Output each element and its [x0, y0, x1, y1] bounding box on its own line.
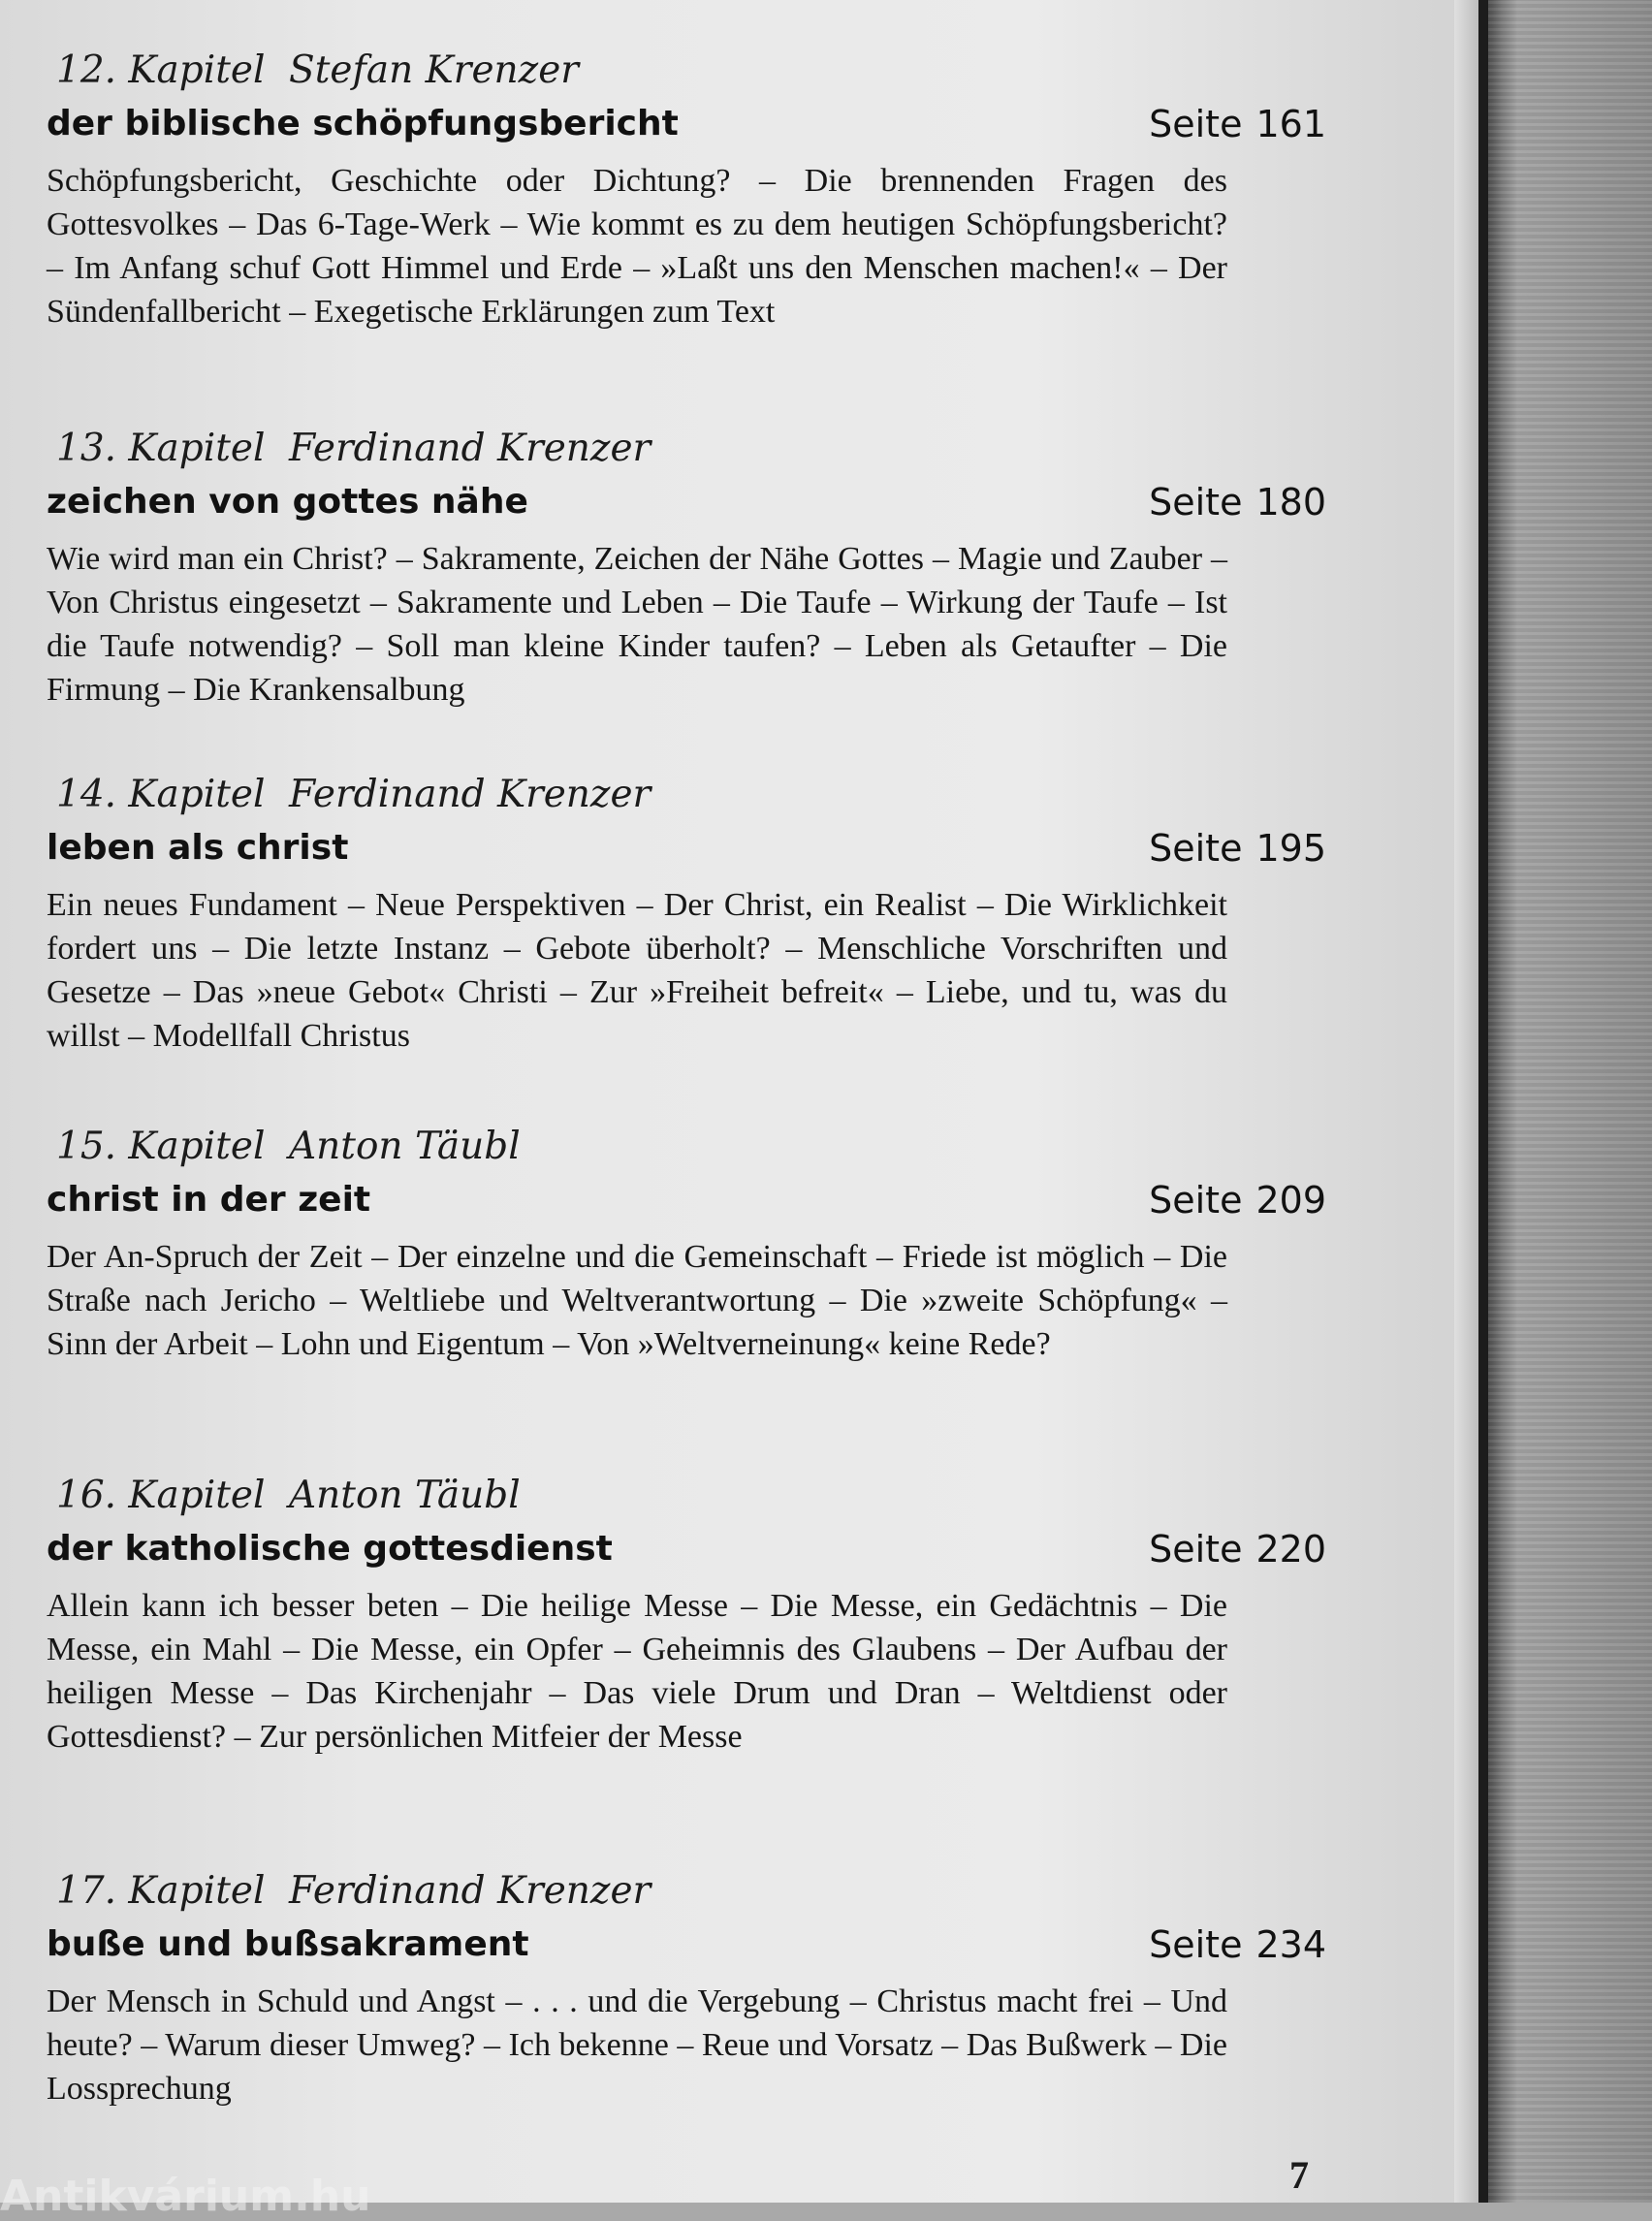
chapter-entry-14: [47, 771, 1326, 1058]
chapter-number: 13. Kapitel: [56, 427, 266, 470]
page-number: 195: [1255, 827, 1326, 870]
chapter-page-ref: [1149, 473, 1326, 531]
chapter-author: Ferdinand Krenzer: [289, 773, 651, 816]
seite-label: Seite: [1149, 1923, 1243, 1966]
chapter-title: der katholische gottesdienst: [47, 1529, 613, 1569]
chapter-title-line: [47, 473, 1326, 531]
chapter-summary: Schöpfungsbericht, Geschichte oder Dichtung? – Die brennenden Fragen des Gottesvolkes – Das 6-Tage-Werk – Wie kommt es zu dem heutigen Schöpfungsbericht? – Im Anfang schuf Gott Himmel und Erde – »Laßt uns den Menschen machen!« – Der Sündenfallbericht – Exegetische Erklärungen zum Text: [47, 163, 1227, 330]
page-number: 180: [1255, 481, 1326, 524]
book-binding: [1478, 0, 1652, 2203]
chapter-title: christ in der zeit: [47, 1180, 371, 1220]
chapter-heading-line: [47, 1123, 1326, 1171]
chapter-heading-line: [47, 771, 1326, 819]
chapter-title: zeichen von gottes nähe: [47, 482, 528, 522]
chapter-title-line: [47, 1520, 1326, 1578]
chapter-summary: Allein kann ich besser beten – Die heilige Messe – Die Messe, ein Gedächtnis – Die Messe, ein Mahl – Die Messe, ein Opfer – Geheimnis des Glaubens – Der Aufbau der heiligen Messe – Das Kirchenjahr – Das viele Drum und Dran – Weltdienst oder Gottesdienst? – Zur persönlichen Mitfeier der Messe: [47, 1588, 1227, 1755]
chapter-summary: Wie wird man ein Christ? – Sakramente, Zeichen der Nähe Gottes – Magie und Zauber – Von Christus eingesetzt – Sakramente und Leben – Die Taufe – Wirkung der Taufe – Ist die Taufe notwendig? – Soll man kleine Kinder taufen? – Leben als Getaufter – Die Firmung – Die Krankensalbung: [47, 541, 1227, 708]
chapter-entry-17: [47, 1867, 1326, 2110]
chapter-title: leben als christ: [47, 828, 349, 868]
chapter-summary: Der Mensch in Schuld und Angst – . . . und die Vergebung – Christus macht frei – Und heute? – Warum dieser Umweg? – Ich bekenne – Reue und Vorsatz – Das Bußwerk – Die Lossprechung: [47, 1983, 1227, 2107]
chapter-title-line: [47, 95, 1326, 153]
seite-label: Seite: [1149, 481, 1243, 524]
seite-label: Seite: [1149, 1528, 1243, 1571]
chapter-page-ref: [1149, 1520, 1326, 1578]
book-page-number: 7: [1289, 2153, 1309, 2197]
chapter-heading-line: [47, 47, 1326, 95]
chapter-number: 15. Kapitel: [56, 1125, 266, 1168]
chapter-number: 12. Kapitel: [56, 48, 266, 92]
chapter-author: Ferdinand Krenzer: [289, 427, 651, 470]
seite-label: Seite: [1149, 827, 1243, 870]
watermark: Antikvárium.hu: [0, 2172, 371, 2221]
chapter-summary: Der An-Spruch der Zeit – Der einzelne und die Gemeinschaft – Friede ist möglich – Die Straße nach Jericho – Weltliebe und Weltverantwortung – Die »zweite Schöpfung« – Sinn der Arbeit – Lohn und Eigentum – Von »Weltverneinung« keine Rede?: [47, 1239, 1227, 1362]
chapter-heading-line: [47, 1472, 1326, 1520]
page-number: 161: [1255, 103, 1326, 145]
chapter-number: 17. Kapitel: [56, 1869, 266, 1913]
chapter-heading-line: [47, 1867, 1326, 1916]
chapter-page-ref: [1149, 1916, 1326, 1974]
chapter-title-line: [47, 1916, 1326, 1974]
chapter-page-ref: [1149, 95, 1326, 153]
chapter-number: 16. Kapitel: [56, 1474, 266, 1517]
seite-label: Seite: [1149, 103, 1243, 145]
chapter-heading-line: [47, 425, 1326, 473]
page-number: 209: [1255, 1179, 1326, 1222]
chapter-title: buße und bußsakrament: [47, 1924, 529, 1964]
chapter-page-ref: [1149, 1171, 1326, 1229]
chapter-title-line: [47, 819, 1326, 877]
page-number: 220: [1255, 1528, 1326, 1571]
chapter-summary: Ein neues Fundament – Neue Perspektiven – Der Christ, ein Realist – Die Wirklichkeit fordert uns – Die letzte Instanz – Gebote überholt? – Menschliche Vorschriften und Gesetze – Das »neue Gebot« Christi – Zur »Freiheit befreit« – Liebe, und tu, was du willst – Modellfall Christus: [47, 887, 1227, 1054]
chapter-entry-13: [47, 425, 1326, 712]
chapter-entry-15: [47, 1123, 1326, 1366]
chapter-title-line: [47, 1171, 1326, 1229]
chapter-title: der biblische schöpfungsbericht: [47, 104, 679, 143]
chapter-number: 14. Kapitel: [56, 773, 266, 816]
chapter-author: Stefan Krenzer: [289, 48, 579, 92]
seite-label: Seite: [1149, 1179, 1243, 1222]
chapter-entry-16: [47, 1472, 1326, 1759]
chapter-author: Anton Täubl: [289, 1474, 521, 1517]
page-number: 234: [1255, 1923, 1326, 1966]
chapter-entry-12: [47, 47, 1326, 333]
binding-edge: [1478, 0, 1488, 2203]
chapter-author: Anton Täubl: [289, 1125, 521, 1168]
chapter-page-ref: [1149, 819, 1326, 877]
chapter-author: Ferdinand Krenzer: [289, 1869, 651, 1913]
